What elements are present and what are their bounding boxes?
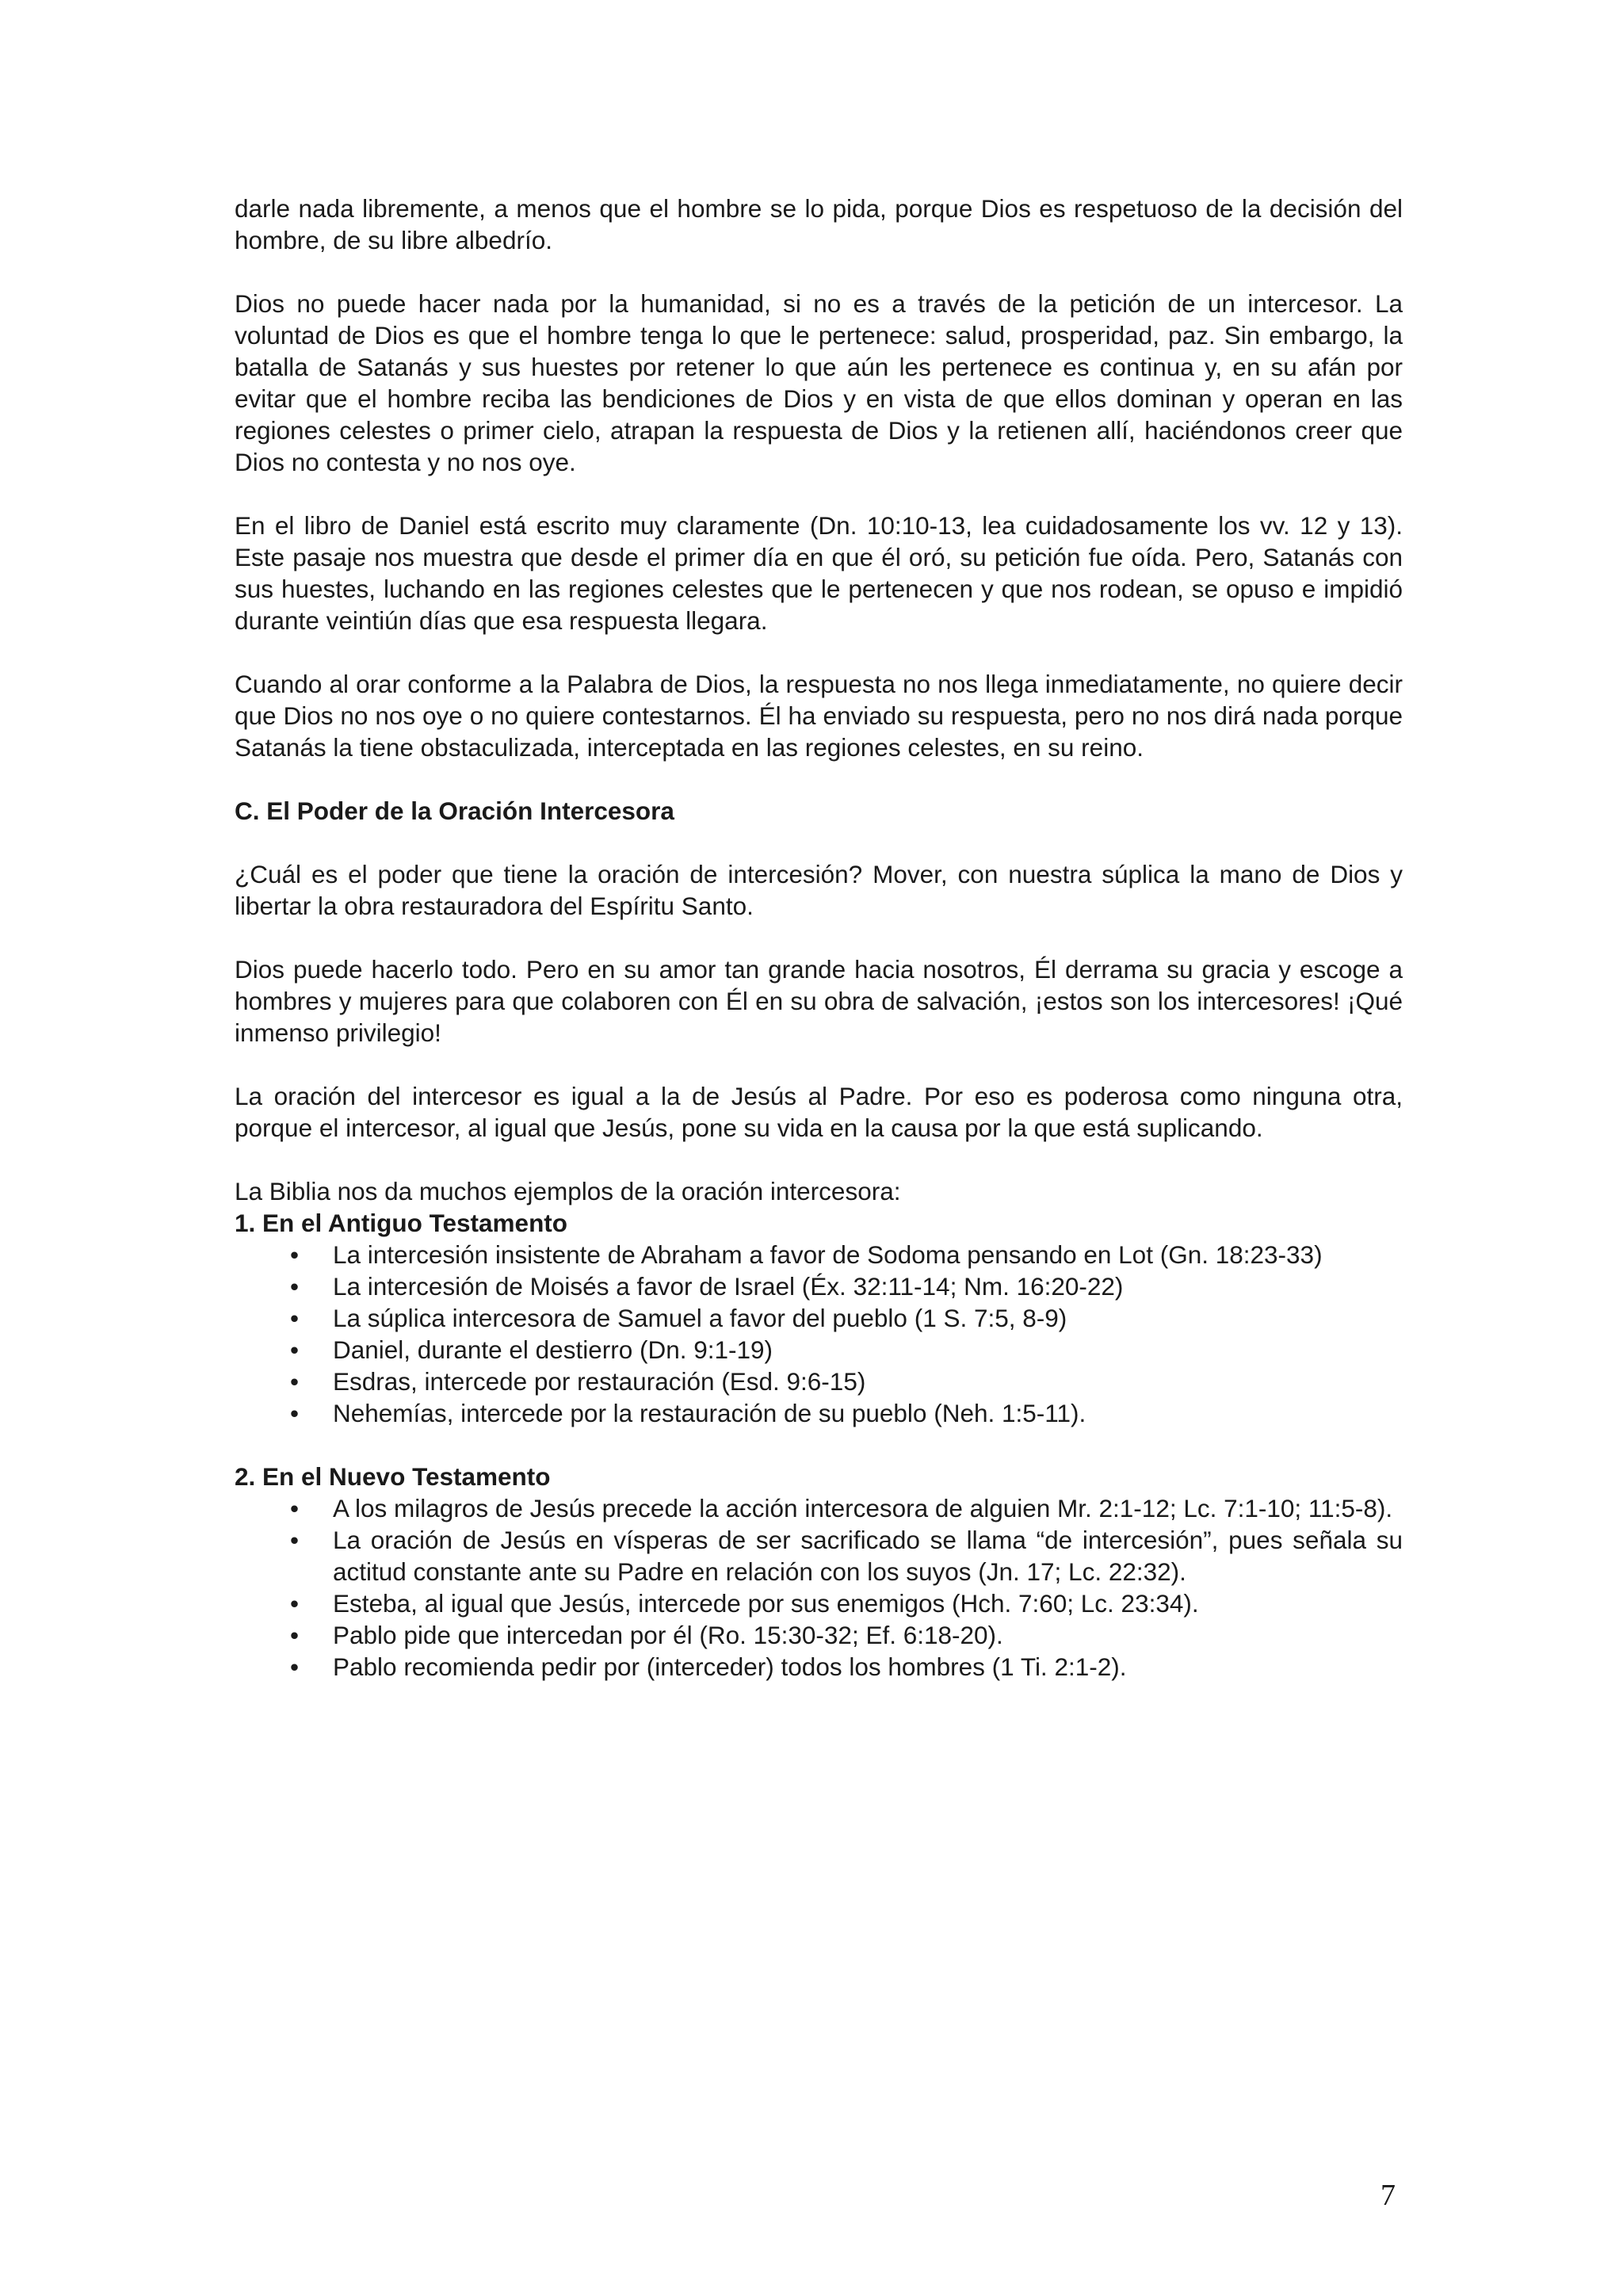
list-item-text: Esteba, al igual que Jesús, intercede por sus enemigos (Hch. 7:60; Lc. 23:34). <box>333 1589 1199 1618</box>
list-item <box>235 1302 1403 1334</box>
bullet-icon: • <box>290 1335 300 1364</box>
list-item <box>235 1334 1403 1366</box>
list-item-text: La intercesión de Moisés a favor de Israel (Éx. 32:11-14; Nm. 16:20-22) <box>333 1272 1124 1301</box>
list-item-text: Pablo pide que intercedan por él (Ro. 15:30-32; Ef. 6:18-20). <box>333 1621 1003 1649</box>
list-item-text: A los milagros de Jesús precede la acción intercesora de alguien Mr. 2:1-12; Lc. 7:1-10; 11:5-8). <box>333 1494 1393 1522</box>
bullet-icon: • <box>290 1367 300 1396</box>
paragraph-6: Dios puede hacerlo todo. Pero en su amor tan grande hacia nosotros, Él derrama su gracia y escoge a hombres y mujeres para que colaboren con Él en su obra de salvación, ¡estos son los intercesores! ¡Qué inmenso privilegio! <box>235 955 1403 1047</box>
bullet-icon: • <box>290 1494 300 1522</box>
list-item <box>235 1270 1403 1302</box>
paragraph-5: ¿Cuál es el poder que tiene la oración de intercesión? Mover, con nuestra súplica la mano de Dios y libertar la obra restauradora del Espíritu Santo. <box>235 860 1403 920</box>
bullet-icon: • <box>290 1240 300 1269</box>
list-item-text: La súplica intercesora de Samuel a favor del pueblo (1 S. 7:5, 8-9) <box>333 1304 1067 1332</box>
list-item <box>235 1587 1403 1619</box>
old-testament-list <box>235 1239 1403 1429</box>
paragraph-2: Dios no puede hacer nada por la humanidad, si no es a través de la petición de un intercesor. La voluntad de Dios es que el hombre tenga lo que le pertenece: salud, prosperidad, paz. Sin embargo, la batalla de Satanás y sus huestes por retener lo que aún les pertenece es continua y, en su afán por evitar que el hombre reciba las bendiciones de Dios y en vista de que ellos dominan y operan en las regiones celestes o primer cielo, atrapan la respuesta de Dios y la retienen allí, haciéndonos creer que Dios no contesta y no nos oye. <box>235 289 1403 476</box>
bullet-icon: • <box>290 1526 300 1554</box>
bullet-icon: • <box>290 1652 300 1681</box>
old-testament-heading: 1. En el Antiguo Testamento <box>235 1209 568 1237</box>
page-number: 7 <box>1381 2179 1396 2212</box>
paragraph-7: La oración del intercesor es igual a la de Jesús al Padre. Por eso es poderosa como ninguna otra, porque el intercesor, al igual que Jesús, pone su vida en la causa por la que está suplicando. <box>235 1082 1403 1142</box>
bullet-icon: • <box>290 1399 300 1427</box>
list-item <box>235 1619 1403 1651</box>
paragraph-4: Cuando al orar conforme a la Palabra de Dios, la respuesta no nos llega inmediatamente, no quiere decir que Dios no nos oye o no quiere contestarnos. Él ha enviado su respuesta, pero no nos dirá nada porque Satanás la tiene obstaculizada, interceptada en las regiones celestes, en su reino. <box>235 670 1403 762</box>
list-item <box>235 1651 1403 1683</box>
list-item-text: Nehemías, intercede por la restauración de su pueblo (Neh. 1:5-11). <box>333 1399 1086 1427</box>
list-item <box>235 1524 1403 1587</box>
bullet-icon: • <box>290 1272 300 1301</box>
list-item <box>235 1492 1403 1524</box>
paragraph-3: En el libro de Daniel está escrito muy claramente (Dn. 10:10-13, lea cuidadosamente los vv. 12 y 13). Este pasaje nos muestra que desde el primer día en que él oró, su petición fue oída. Pero, Satanás con sus huestes, luchando en las regiones celestes que le pertenecen y que nos rodean, se opuso e impidió durante veintiún días que esa respuesta llegara. <box>235 511 1403 635</box>
list-item <box>235 1397 1403 1429</box>
section-heading: C. El Poder de la Oración Intercesora <box>235 797 674 825</box>
list-item <box>235 1239 1403 1270</box>
bullet-icon: • <box>290 1589 300 1618</box>
new-testament-heading: 2. En el Nuevo Testamento <box>235 1462 551 1491</box>
list-item <box>235 1366 1403 1397</box>
bullet-icon: • <box>290 1304 300 1332</box>
paragraph-1: darle nada libremente, a menos que el hombre se lo pida, porque Dios es respetuoso de la decisión del hombre, de su libre albedrío. <box>235 194 1403 254</box>
new-testament-list <box>235 1492 1403 1683</box>
page-body <box>235 193 1403 1683</box>
bullet-icon: • <box>290 1621 300 1649</box>
list-item-text: Pablo recomienda pedir por (interceder) todos los hombres (1 Ti. 2:1-2). <box>333 1652 1127 1681</box>
list-item-text: Daniel, durante el destierro (Dn. 9:1-19) <box>333 1335 773 1364</box>
examples-intro: La Biblia nos da muchos ejemplos de la oración intercesora: <box>235 1177 901 1205</box>
list-item-text: Esdras, intercede por restauración (Esd. 9:6-15) <box>333 1367 866 1396</box>
list-item-text: La intercesión insistente de Abraham a favor de Sodoma pensando en Lot (Gn. 18:23-33) <box>333 1240 1323 1269</box>
list-item-text: La oración de Jesús en vísperas de ser sacrificado se llama “de intercesión”, pues señala su actitud constante ante su Padre en relación con los suyos (Jn. 17; Lc. 22:32). <box>333 1526 1403 1586</box>
